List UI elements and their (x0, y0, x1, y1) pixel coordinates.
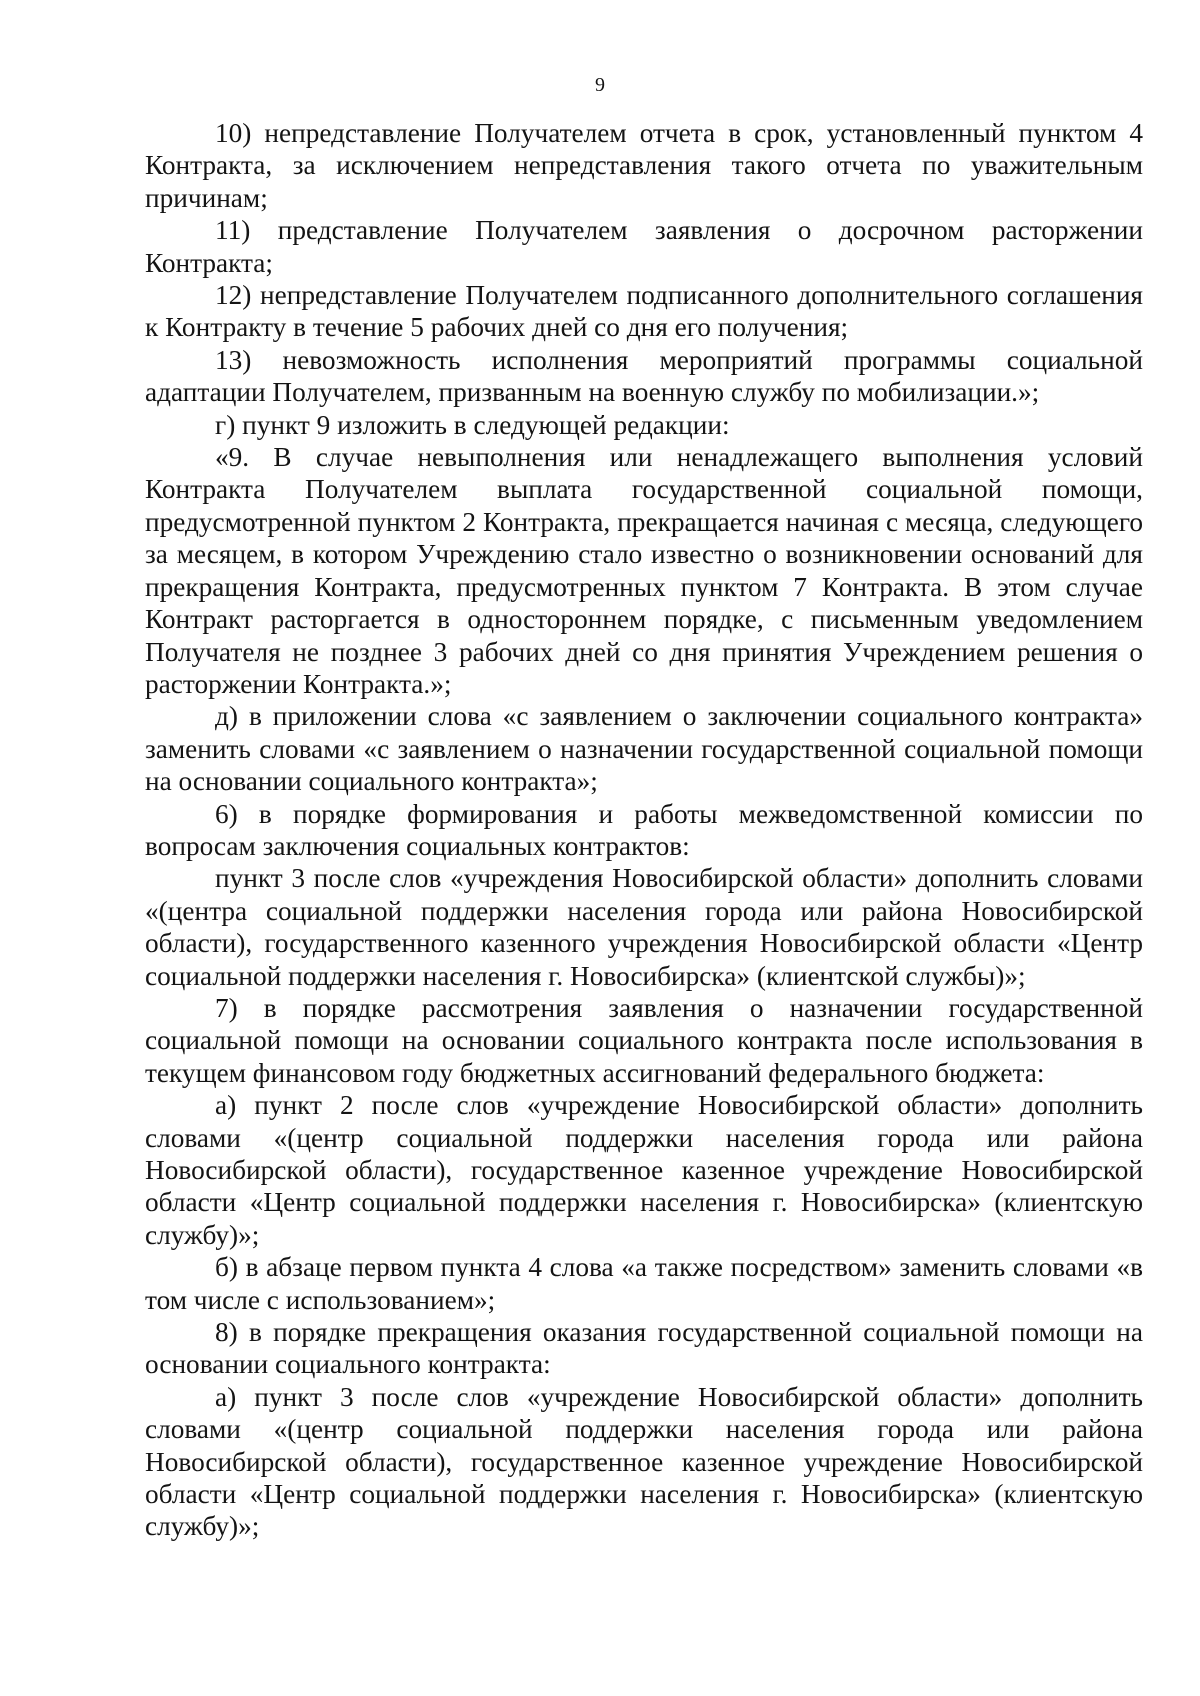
paragraph-item-13: 13) невозможность исполнения мероприятий программы социальной адаптации Получателем, призванным на военную службу по мобилизации.»; (145, 344, 1143, 408)
paragraph-subitem-g: г) пункт 9 изложить в следующей редакции: (215, 409, 730, 440)
document-body (145, 117, 1143, 1543)
paragraph-item-11: 11) представление Получателем заявления о досрочном расторжении Контракта; (145, 215, 1143, 278)
paragraph-item-7-subitem-a: а) пункт 2 после слов «учреждение Новосибирской области» дополнить словами «(центр социальной поддержки населения города или района Новосибирской области), государственное казенное учреждение Новосибирской области «Центр социальной поддержки населения г. Новосибирска» (клиентскую службу)»; (145, 1090, 1143, 1250)
paragraph-item-10: 10) непредставление Получателем отчета в срок, установленный пунктом 4 Контракта, за исключением непредставления такого отчета по уважительным причинам; (145, 118, 1143, 213)
paragraph-clause-9: «9. В случае невыполнения или ненадлежащего выполнения условий Контракта Получателем выплата государственной социальной помощи, предусмотренной пунктом 2 Контракта, прекращается начиная с месяца, следующего за месяцем, в котором Учреждению стало известно о возникновении оснований для прекращения Контракта, предусмотренных пунктом 7 Контракта. В этом случае Контракт расторгается в одностороннем порядке, с письменным уведомлением Получателя не позднее 3 рабочих дней со дня принятия Учреждением решения о расторжении Контракта.»; (145, 442, 1143, 699)
page-number: 9 (595, 74, 605, 96)
paragraph-item-7: 7) в порядке рассмотрения заявления о назначении государственной социальной помощи на основании социального контракта после использования в текущем финансовом году бюджетных ассигнований федерального бюджета: (145, 992, 1143, 1088)
paragraph-item-8-subitem-a: а) пункт 3 после слов «учреждение Новосибирской области» дополнить словами «(центр социальной поддержки населения города или района Новосибирской области), государственное казенное учреждение Новосибирской области «Центр социальной поддержки населения г. Новосибирска» (клиентскую службу)»; (145, 1381, 1143, 1542)
paragraph-item-8: 8) в порядке прекращения оказания государственной социальной помощи на основании социального контракта: (145, 1317, 1143, 1380)
paragraph-subitem-d: д) в приложении слова «с заявлением о заключении социального контракта» заменить словами «с заявлением о назначении государственной социальной помощи на основании социального контракта»; (145, 701, 1143, 797)
paragraph-item-6-clause-3: пункт 3 после слов «учреждения Новосибирской области» дополнить словами «(центра социальной поддержки населения города или района Новосибирской области), государственного казенного учреждения Новосибирской области «Центр социальной поддержки населения г. Новосибирска» (клиентской службы)»; (145, 863, 1143, 991)
paragraph-item-12: 12) непредставление Получателем подписанного дополнительного соглашения к Контракту в течение 5 рабочих дней со дня его получения; (145, 280, 1143, 343)
paragraph-item-6: 6) в порядке формирования и работы межведомственной комиссии по вопросам заключения социальных контрактов: (145, 798, 1143, 861)
paragraph-item-7-subitem-b: б) в абзаце первом пункта 4 слова «а также посредством» заменить словами «в том числе с использованием»; (145, 1252, 1143, 1315)
